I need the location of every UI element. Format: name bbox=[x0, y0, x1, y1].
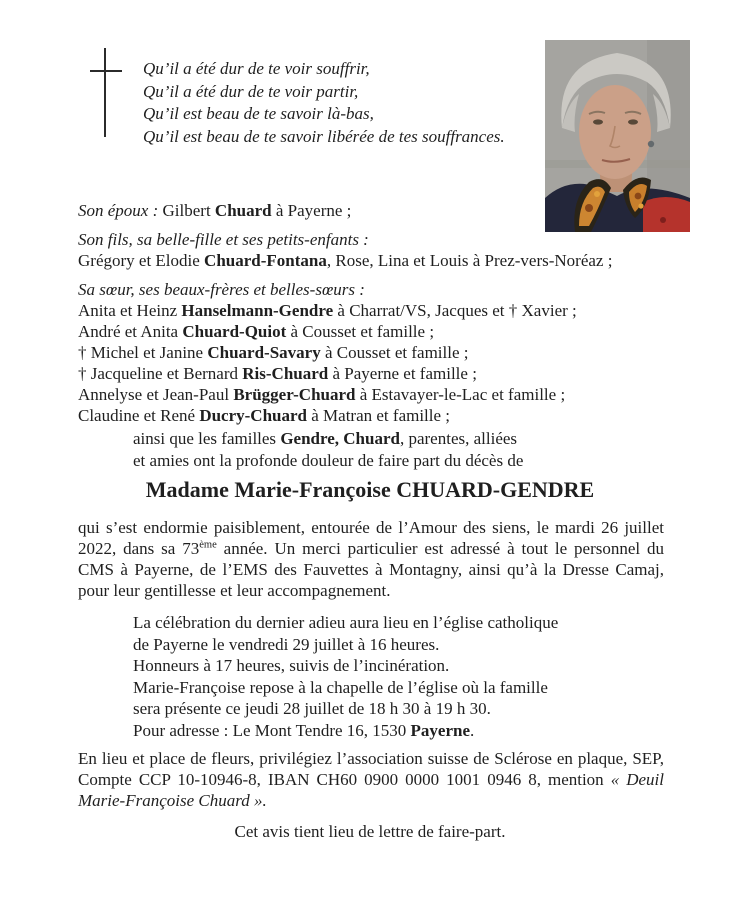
ceremony-line: La célébration du dernier adieu aura lieu en l’église catholique bbox=[133, 613, 559, 632]
announcement-intro bbox=[133, 428, 523, 471]
memorial-cross-icon bbox=[88, 44, 124, 140]
quote-line: Qu’il a été dur de te voir partir, bbox=[143, 81, 359, 101]
quote-line: Qu’il est beau de te savoir là-bas, bbox=[143, 104, 374, 123]
memorial-quote bbox=[143, 58, 505, 148]
quote-line: Qu’il a été dur de te voir souffrir, bbox=[143, 59, 370, 78]
ceremony-line: sera présente ce jeudi 28 juillet de 18 h 30 à 19 h 30. bbox=[133, 699, 491, 718]
family-line: Anita et Heinz Hanselmann-Gendre à Charrat/VS, Jacques et † Xavier ; bbox=[78, 301, 577, 320]
deceased-name-title: Madame Marie-Françoise CHUARD-GENDRE bbox=[145, 477, 595, 502]
family-line: André et Anita Chuard-Quiot à Cousset et famille ; bbox=[78, 322, 435, 341]
quote-line: Qu’il est beau de te savoir libérée de tes souffrances. bbox=[143, 126, 505, 146]
ceremony-line: Marie-Françoise repose à la chapelle de l’église où la famille bbox=[133, 677, 548, 697]
family-line-spouse: Son époux : Gilbert Chuard à Payerne ; bbox=[78, 201, 352, 220]
family-line: Claudine et René Ducry-Chuard à Matran et famille ; bbox=[78, 406, 451, 425]
closing-line: Cet avis tient lieu de lettre de faire-part. bbox=[234, 822, 506, 841]
family-line: † Michel et Janine Chuard-Savary à Cousset et famille ; bbox=[78, 343, 469, 362]
family-line-siblings-label: Sa sœur, ses beaux-frères et belles-sœurs : bbox=[78, 280, 365, 299]
intro-line: et amies ont la profonde douleur de faire part du décès de bbox=[133, 450, 524, 470]
family-list bbox=[78, 200, 612, 426]
donation-paragraph: En lieu et place de fleurs, privilégiez l’association suisse de Sclérose en plaque, SEP, Compte CCP 10-10946-8, IBAN CH60 0900 0000 1001 0946 8, mention « Deuil Marie-Françoise Chuard ». bbox=[78, 749, 664, 810]
ceremony-address-line: Pour adresse : Le Mont Tendre 16, 1530 Payerne. bbox=[133, 720, 475, 740]
family-line-son-label: Son fils, sa belle-fille et ses petits-enfants : bbox=[78, 230, 369, 249]
family-line: † Jacqueline et Bernard Ris-Chuard à Payerne et famille ; bbox=[78, 364, 477, 383]
ceremony-details bbox=[133, 612, 558, 741]
family-line: Annelyse et Jean-Paul Brügger-Chuard à Estavayer-le-Lac et famille ; bbox=[78, 385, 566, 404]
ceremony-line: Honneurs à 17 heures, suivis de l’incinération. bbox=[133, 656, 450, 675]
obituary-paragraph: qui s’est endormie paisiblement, entourée de l’Amour des siens, le mardi 26 juillet 2022, dans sa 73ème année. Un merci particulier est adressé à tout le personnel du CMS à Payerne, de l’EMS des Fauvettes à Montagny, ainsi qu’à la Dresse Camaj, pour leur gentillesse et leur accompagnement. bbox=[78, 518, 664, 600]
ceremony-line: de Payerne le vendredi 29 juillet à 16 heures. bbox=[133, 634, 440, 654]
family-line-son: Grégory et Elodie Chuard-Fontana, Rose, Lina et Louis à Prez-vers-Noréaz ; bbox=[78, 251, 613, 270]
intro-line: ainsi que les familles Gendre, Chuard, parentes, alliées bbox=[133, 429, 518, 448]
